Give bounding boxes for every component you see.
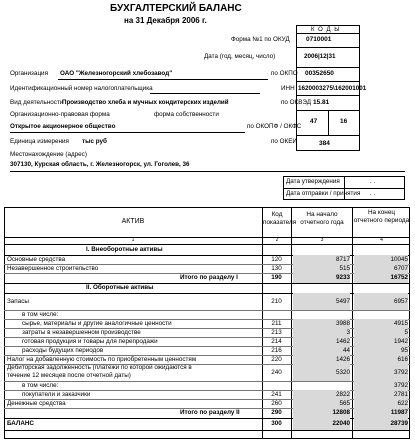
- row-code: 214: [271, 338, 282, 345]
- table-row: [0, 328, 415, 337]
- row-end: 616: [354, 355, 408, 364]
- row-end: 6957: [354, 293, 408, 310]
- row-end: 5: [354, 328, 408, 337]
- row-label: расходы будущих периодов: [22, 347, 104, 354]
- row-start: 1426: [293, 355, 350, 364]
- location-label: Местонахождение (адрес): [10, 151, 87, 158]
- row-code: 241: [271, 391, 282, 398]
- row-label: Налог на добавленную стоимость по приобретенным ценностям: [7, 356, 197, 363]
- row-label: Итого по разделу II: [180, 409, 240, 416]
- col-number-1: 1: [131, 237, 135, 243]
- approval-label: Дата утверждения: [286, 178, 340, 185]
- row-start: 9233: [293, 273, 350, 283]
- header-code: Код показателя: [263, 211, 297, 226]
- row-code: 213: [271, 329, 282, 336]
- okopf-code: 47: [310, 118, 318, 125]
- row-end: 6707: [354, 264, 408, 273]
- org-name: ОАО "Железногорский хлебозавод": [60, 70, 173, 77]
- row-label: Денежные средства: [7, 400, 66, 407]
- inn-label: ИНН: [281, 85, 295, 92]
- row-label: в том числе:: [22, 382, 59, 389]
- header-end: На конец отчетного периода: [353, 209, 410, 224]
- table-row: [0, 364, 415, 381]
- table-row: [0, 418, 415, 430]
- okved-label: по ОКВЭД: [281, 99, 312, 106]
- sent-value: . .: [370, 190, 376, 197]
- document-date-line: на 31 Декабря 2006 г.: [124, 16, 207, 25]
- location-value: 307130, Курская область, г. Железногорск, ул. Гоголев, 36: [10, 161, 190, 168]
- row-label: в том числе:: [22, 311, 59, 318]
- unit-value: тыс руб: [82, 138, 107, 145]
- document-title: БУХГАЛТЕРСКИЙ БАЛАНС: [110, 3, 242, 14]
- row-label: Дебиторская задолженность (платежи по которой ожидаются в: [7, 364, 192, 371]
- row-label: Незавершенное строительство: [7, 265, 99, 272]
- row-label-continuation: течение 12 месяцев после отчетной даты): [7, 372, 131, 379]
- row-end: 1942: [354, 337, 408, 346]
- inn-code: 1620003275\162001001: [298, 85, 367, 92]
- row-start: 3: [293, 328, 350, 337]
- row-end: 10045: [354, 255, 408, 264]
- row-label: затраты в незавершенном производстве: [22, 329, 141, 336]
- table-row: [0, 264, 415, 273]
- table-row: [0, 319, 415, 328]
- okpo-label: по ОКПО: [271, 70, 298, 77]
- table-row: [0, 399, 415, 408]
- approval-value: . .: [370, 178, 376, 185]
- row-label: покупатели и заказчики: [22, 391, 91, 398]
- okved-code: 15.81: [313, 99, 330, 106]
- row-start: 565: [293, 399, 350, 408]
- col-number-2: 2: [275, 237, 279, 243]
- table-row: [0, 346, 415, 355]
- row-label: БАЛАНС: [7, 420, 34, 427]
- row-label: Запасы: [7, 298, 29, 305]
- row-code: 260: [271, 400, 282, 407]
- table-row: [0, 355, 415, 364]
- form-label: Форма №1 по ОКУД: [231, 36, 290, 43]
- org-label: Организация: [10, 70, 48, 77]
- table-row: [0, 408, 415, 418]
- inn-label-left: Идентификационный номер налогоплательщика: [10, 85, 153, 92]
- row-end: 28739: [354, 418, 408, 430]
- okpo-code: 00352650: [305, 70, 334, 77]
- row-start: 12808: [293, 408, 350, 418]
- row-code: 300: [271, 420, 282, 427]
- row-start: 8717: [293, 255, 350, 264]
- row-start: 44: [293, 346, 350, 355]
- row-code: 216: [271, 347, 282, 354]
- row-start: 22040: [293, 418, 350, 430]
- row-code: 211: [271, 320, 282, 327]
- row-code: 290: [271, 409, 282, 416]
- table-row: [0, 273, 415, 283]
- table-row: [0, 310, 415, 319]
- table-row: [0, 390, 415, 399]
- okei-code: 384: [319, 140, 330, 147]
- table-row: [0, 245, 415, 255]
- table-row: [0, 293, 415, 310]
- row-start: 515: [293, 264, 350, 273]
- header-start: На начало отчетного года: [300, 211, 344, 226]
- row-label: Основные средства: [7, 256, 66, 263]
- table-row: [0, 337, 415, 346]
- date-code: 2006|12|31: [304, 53, 336, 60]
- row-start: 3988: [293, 319, 350, 328]
- row-code: 240: [271, 369, 282, 376]
- unit-label: Единица измерения: [10, 138, 69, 145]
- row-code: 130: [271, 265, 282, 272]
- row-end: 11987: [354, 408, 408, 418]
- row-code: 120: [271, 256, 282, 263]
- date-label: Дата (год, месяц, число): [204, 53, 276, 60]
- balance-table: [0, 207, 415, 441]
- row-end: 3792: [354, 381, 408, 390]
- row-code: 210: [271, 298, 282, 305]
- codes-header: К О Д Ы: [311, 27, 341, 33]
- row-label: I. Внеоборотные активы: [86, 246, 163, 253]
- row-label: сырье, материалы и другие аналогичные ценности: [22, 320, 172, 327]
- okfs-code: 16: [340, 118, 348, 125]
- activity-label: Вид деятельности: [10, 99, 64, 106]
- row-end: 16752: [354, 273, 408, 283]
- ownership-label: форма собственности: [154, 111, 219, 118]
- row-end: 3792: [354, 364, 408, 381]
- row-start: 5497: [293, 293, 350, 310]
- sent-label: Дата отправки / принятия: [286, 190, 361, 197]
- legal-form-value: Открытое акционерное общество: [10, 123, 116, 130]
- row-code: 190: [271, 274, 282, 281]
- row-end: 2781: [354, 390, 408, 399]
- form-code: 0710001: [306, 36, 332, 43]
- table-row: [0, 381, 415, 390]
- table-row: [0, 283, 415, 293]
- col-number-4: 4: [380, 237, 383, 243]
- legal-form-label: Организационно-правовая форма: [10, 111, 110, 118]
- row-label: Итого по разделу I: [180, 274, 238, 281]
- okopf-label: по ОКОПФ / ОКФС: [247, 123, 302, 130]
- row-code: 220: [271, 356, 282, 363]
- okei-label: по ОКЕИ: [271, 138, 297, 145]
- header-asset: АКТИВ: [121, 218, 145, 225]
- row-end: 95: [354, 346, 408, 355]
- row-start: 1462: [293, 337, 350, 346]
- row-end: 622: [354, 399, 408, 408]
- row-start: 2822: [293, 390, 350, 399]
- table-row: [0, 255, 415, 264]
- row-start: 5320: [293, 364, 350, 381]
- row-label: II. Оборотные активы: [86, 284, 154, 291]
- row-end: 4915: [354, 319, 408, 328]
- row-label: готовая продукция и товары для перепродажи: [22, 338, 158, 345]
- activity-value: Производство хлеба и мучных кондитерских изделий: [62, 99, 229, 106]
- col-number-3: 3: [320, 237, 324, 243]
